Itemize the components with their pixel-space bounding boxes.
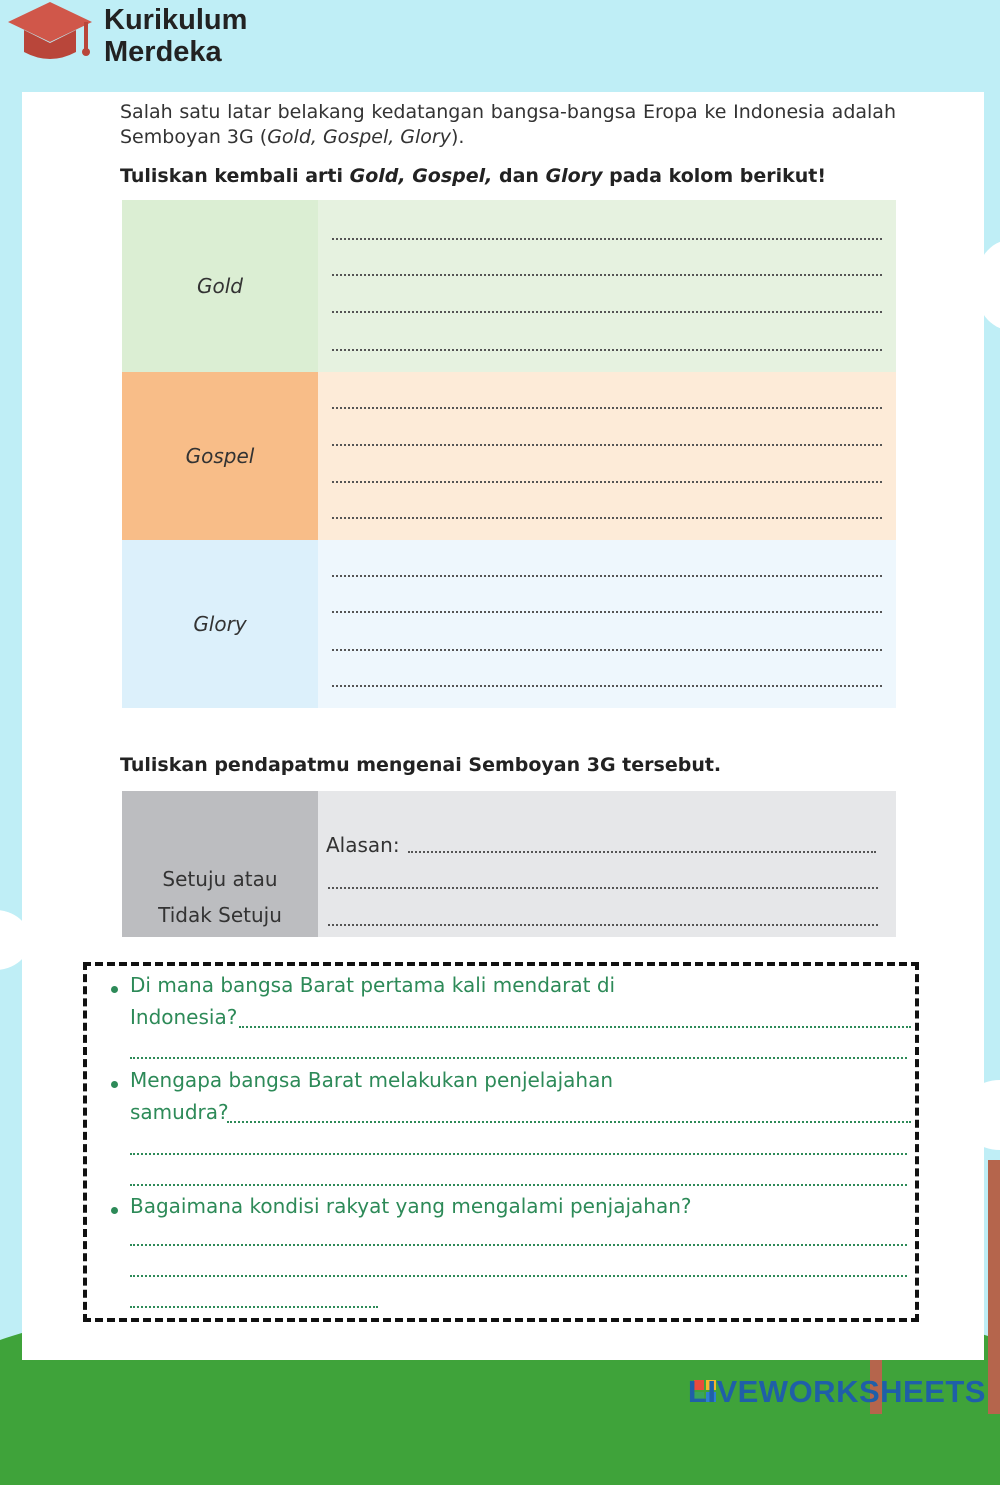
answer-line-q2[interactable] bbox=[227, 1121, 911, 1123]
bullet bbox=[111, 1207, 118, 1214]
bullet bbox=[111, 986, 118, 993]
question-1-line1: Di mana bangsa Barat pertama kali mendarat di bbox=[130, 973, 616, 997]
opinion-label-line1: Setuju atau bbox=[162, 867, 278, 891]
answer-line-q1[interactable] bbox=[239, 1026, 911, 1028]
dotted-line bbox=[332, 444, 882, 446]
dotted-line bbox=[332, 575, 882, 577]
question-2-line2: samudra? bbox=[130, 1100, 229, 1124]
row-label-glory: Glory bbox=[122, 540, 318, 708]
dotted-line bbox=[332, 649, 882, 651]
row-label-gospel: Gospel bbox=[122, 372, 318, 540]
liveworksheets-brand[interactable]: LIVEWORKSHEETS bbox=[687, 1374, 986, 1409]
dotted-line bbox=[332, 238, 882, 240]
intro-prefix: Salah satu latar belakang kedatangan bangsa-bangsa Eropa ke Indonesia adalah Semboyan 3G ( bbox=[120, 101, 896, 148]
intro-paragraph bbox=[120, 100, 896, 150]
dotted-line bbox=[332, 274, 882, 276]
table-row-gospel bbox=[122, 372, 896, 540]
dotted-line bbox=[332, 517, 882, 519]
bullet bbox=[111, 1081, 118, 1088]
dotted-line bbox=[332, 311, 882, 313]
instruction-suffix: pada kolom berikut! bbox=[602, 165, 827, 187]
instruction-term3: Glory bbox=[545, 165, 603, 187]
opinion-label bbox=[122, 791, 318, 937]
dotted-line bbox=[332, 481, 882, 483]
reason-label: Alasan: bbox=[326, 833, 400, 857]
dotted-line bbox=[328, 924, 878, 926]
dotted-line bbox=[332, 407, 882, 409]
answer-lines-gold[interactable] bbox=[318, 200, 896, 372]
table-row-gold bbox=[122, 200, 896, 372]
answer-lines-gospel[interactable] bbox=[318, 372, 896, 540]
answer-line-q2[interactable] bbox=[130, 1153, 907, 1155]
instruction-prefix: Tuliskan kembali arti bbox=[120, 165, 350, 187]
graduation-cap-icon bbox=[4, 0, 96, 70]
question-3-line1: Bagaimana kondisi rakyat yang mengalami penjajahan? bbox=[130, 1194, 692, 1218]
table-row-glory bbox=[122, 540, 896, 708]
answer-line-q2[interactable] bbox=[130, 1184, 907, 1186]
answer-lines-glory[interactable] bbox=[318, 540, 896, 708]
opinion-row bbox=[122, 791, 896, 937]
question-1-line2: Indonesia? bbox=[130, 1005, 238, 1029]
intro-suffix: ). bbox=[451, 126, 465, 148]
background-tree-trunk bbox=[988, 1160, 1000, 1414]
opinion-answer-area[interactable] bbox=[318, 791, 896, 937]
questions-box bbox=[83, 962, 919, 1322]
dotted-line bbox=[332, 611, 882, 613]
answer-line-q3[interactable] bbox=[130, 1244, 907, 1246]
answer-line-q3[interactable] bbox=[130, 1306, 378, 1308]
dotted-line bbox=[332, 685, 882, 687]
header-logo bbox=[4, 0, 304, 72]
dotted-line bbox=[408, 851, 876, 853]
dotted-line bbox=[332, 349, 882, 351]
question-2-line1: Mengapa bangsa Barat melakukan penjelajahan bbox=[130, 1068, 614, 1092]
intro-terms: Gold, Gospel, Glory bbox=[267, 126, 451, 148]
header-title-line2: Merdeka bbox=[104, 36, 222, 68]
opinion-table bbox=[122, 791, 896, 937]
semboyan-table bbox=[122, 200, 896, 708]
header-title-line1: Kurikulum bbox=[104, 4, 248, 36]
answer-line-q3[interactable] bbox=[130, 1275, 907, 1277]
dotted-line bbox=[328, 887, 878, 889]
instruction-mid: dan bbox=[492, 165, 546, 187]
header-title bbox=[104, 4, 247, 68]
row-label-gold: Gold bbox=[122, 200, 318, 372]
answer-line-q1[interactable] bbox=[130, 1057, 907, 1059]
instruction-meaning bbox=[120, 165, 826, 187]
instruction-opinion: Tuliskan pendapatmu mengenai Semboyan 3G tersebut. bbox=[120, 754, 722, 776]
instruction-terms: Gold, Gospel, bbox=[349, 165, 493, 187]
opinion-label-line2: Tidak Setuju bbox=[158, 903, 282, 927]
